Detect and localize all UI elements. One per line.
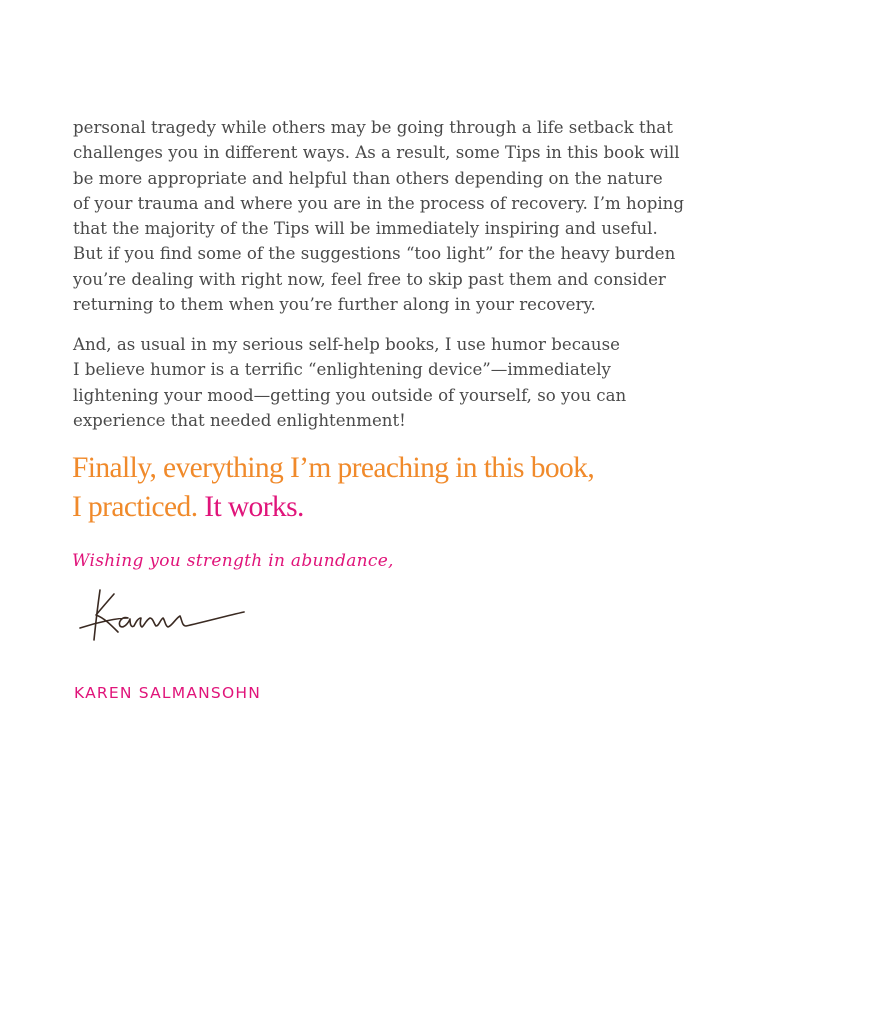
author-name: KAREN SALMANSOHN: [74, 684, 262, 702]
paragraph-line: But if you find some of the suggestions “too light” for the heavy burden: [73, 244, 676, 264]
paragraph-line: be more appropriate and helpful than others depending on the nature: [73, 168, 663, 188]
signature-image: [74, 582, 254, 652]
paragraph-line: personal tragedy while others may be going through a life setback that: [73, 118, 673, 137]
pull-quote: [72, 449, 594, 527]
paragraph-line: you’re dealing with right now, feel free to skip past them and consider: [73, 269, 666, 289]
paragraph-line: of your trauma and where you are in the process of recovery. I’m hoping: [73, 193, 684, 213]
paragraph-line: returning to them when you’re further along in your recovery.: [73, 295, 596, 315]
paragraph-line: that the majority of the Tips will be immediately inspiring and useful.: [73, 219, 658, 239]
paragraph-line: lightening your mood—getting you outside of yourself, so you can: [73, 385, 627, 405]
pull-quote-it-works: It works.: [204, 491, 304, 523]
paragraph-line: challenges you in different ways. As a result, some Tips in this book will: [73, 143, 680, 163]
paragraph-line: And, as usual in my serious self-help books, I use humor because: [73, 335, 620, 354]
pull-quote-practiced: I practiced.: [72, 491, 198, 523]
sign-off: Wishing you strength in abundance,: [72, 551, 394, 571]
body-paragraph-1: [73, 115, 723, 317]
body-paragraph-2: [73, 332, 723, 433]
paragraph-line: I believe humor is a terrific “enlightening device”—immediately: [73, 360, 611, 380]
pull-quote-line-1: Finally, everything I’m preaching in this book,: [72, 452, 595, 484]
pull-quote-line-2: [72, 488, 594, 527]
paragraph-line: experience that needed enlightenment!: [73, 410, 406, 430]
